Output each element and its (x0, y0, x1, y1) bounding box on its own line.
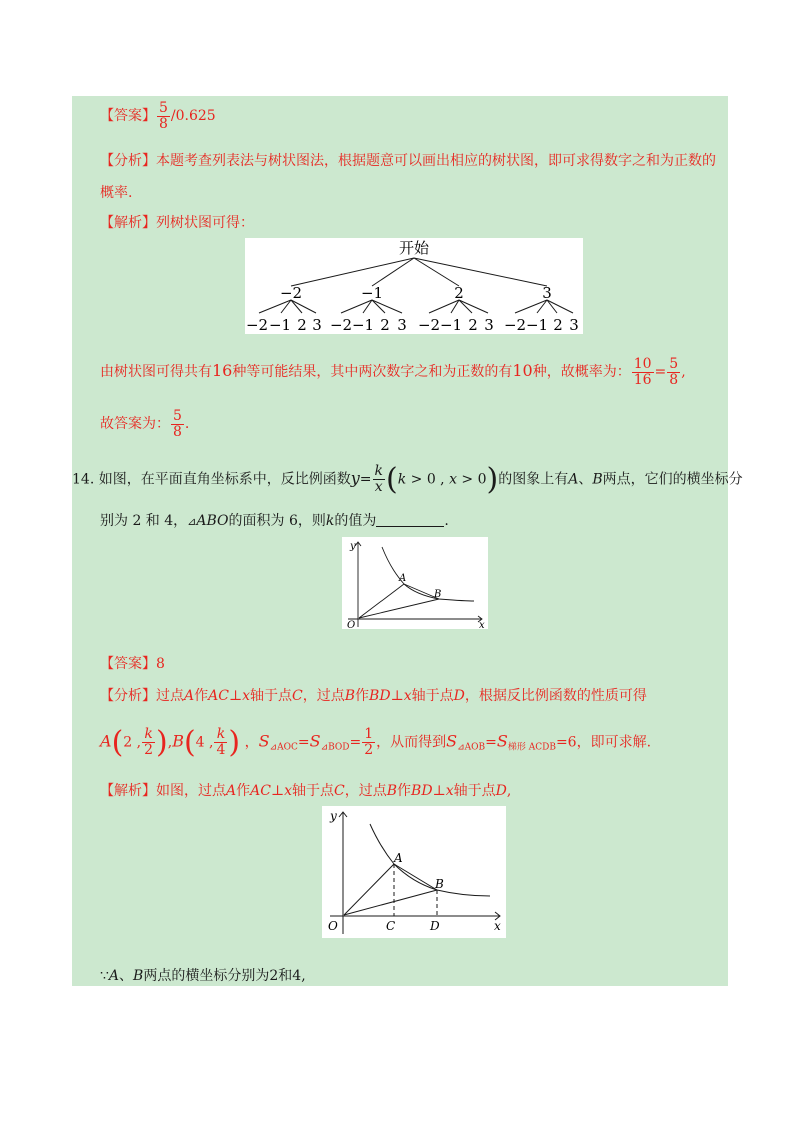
solution-line-2: 【解析】如图，过点A作AC⊥x轴于点C，过点B作BD⊥x轴于点D, (100, 783, 512, 799)
solution-label: 【解析】 (100, 215, 156, 231)
one-half: $\frac{1}{2}$ (364, 726, 374, 758)
question-14-line-2: 别为 2 和 4，⊿ABO的面积为 6，则k的值为 . (100, 513, 449, 529)
tree-leaf: 2 (553, 316, 563, 334)
tree-leaf: 3 (312, 316, 322, 334)
answer-value: 8 (156, 656, 165, 672)
hyperbola-curve (382, 547, 474, 601)
fraction-5-8: $\frac{5}{8}$ (669, 356, 679, 388)
function-fraction: $\frac{k}{x}$ (374, 463, 383, 495)
label-y: y (330, 809, 337, 823)
tree-diagram (245, 238, 583, 334)
solution-text: 列树状图可得： (156, 215, 254, 231)
tree-leaf: 2 (468, 316, 478, 334)
analysis-text-cont: 概率. (100, 185, 133, 201)
answer-label: 【答案】 (100, 656, 156, 672)
figure-1-svg (342, 537, 488, 629)
tree-node-l1: 3 (542, 284, 552, 302)
answer-blank (376, 512, 444, 527)
label-d: D (430, 919, 440, 933)
label-b: B (434, 589, 442, 600)
analysis-line-2: 【分析】过点A作AC⊥x轴于点C，过点B作BD⊥x轴于点D，根据反比例函数的性质可得 (100, 688, 647, 704)
analysis-text: 本题考查列表法与树状图法，根据题意可以画出相应的树状图，即可求得数字之和为正数的 (156, 153, 716, 169)
tree-node-l1: −1 (360, 284, 384, 302)
conclusion-line: 故答案为： $\frac{5}{8}$ . (100, 408, 190, 440)
analysis-label: 【分析】 (100, 153, 156, 169)
question-14-line-1: 14. 如图，在平面直角坐标系中，反比例函数y= $\frac{k}{x}$ (k > 0 , x > 0)的图象上有A、B两点，它们的横坐标分 (72, 462, 743, 497)
k-over-2: $\frac{k}{2}$ (144, 726, 154, 758)
question-number: 14. (72, 471, 95, 488)
tree-leaf: −2 (245, 316, 269, 334)
tree-leaf: −2 (329, 316, 353, 334)
tree-leaf: −1 (268, 316, 292, 334)
analysis-line-1 (100, 150, 716, 170)
tree-leaf: 2 (297, 316, 307, 334)
figure-2-graph (322, 806, 506, 938)
tree-leaf: −2 (503, 316, 527, 334)
figure-2-svg (322, 806, 506, 938)
figure-1-graph (342, 537, 488, 629)
answer-decimal: /0.625 (170, 108, 216, 125)
tree-leaf: 2 (380, 316, 390, 334)
tree-leaf: −1 (351, 316, 375, 334)
formula-line: A(2 , $\frac{k}{2}$ ),B(4 , $\frac{k}{4}$ ) ，$S_{⊿AOC}=S_{⊿BOD}=$ $\frac{1}{2}$ ，从而得到$S_{⊿AOB}=S_{梯形 ACDB}=6$，即可求解. (100, 725, 652, 760)
k-over-4: $\frac{k}{4}$ (216, 726, 226, 758)
tree-leaf: −1 (439, 316, 463, 334)
solution-line-1 (100, 212, 254, 232)
tree-edges (259, 258, 573, 313)
fraction-10-16: $\frac{10}{16}$ (633, 356, 652, 388)
answer-fraction: $\frac{5}{8}$ (159, 100, 168, 132)
tree-leaf: 3 (569, 316, 579, 334)
tree-leaf: 3 (484, 316, 494, 334)
tree-root: 开始 (398, 239, 430, 257)
label-x: x (479, 620, 485, 629)
tree-leaf: −1 (525, 316, 549, 334)
label-y: y (350, 541, 356, 552)
analysis-line-2 (100, 182, 132, 202)
because-line: ∵A、B两点的横坐标分别为2和4, (100, 968, 306, 984)
tree-node-l1: 2 (454, 284, 464, 302)
result-line: 由树状图可得共有16种等可能结果，其中两次数字之和为正数的有10种，故概率为： $\frac{10}{16}$ = $\frac{5}{8}$ , (100, 356, 686, 388)
label-b: B (435, 877, 444, 891)
label-o: O (328, 919, 338, 933)
tree-node-l1: −2 (279, 284, 303, 302)
label-c: C (386, 919, 396, 933)
label-x: x (494, 919, 501, 933)
answer-label: 【答案】 (100, 108, 156, 125)
tree-leaf: 3 (397, 316, 407, 334)
tree-svg (245, 238, 583, 334)
label-a: A (394, 851, 403, 865)
answer-line-2 (100, 653, 165, 673)
label-a: A (399, 573, 407, 584)
tree-leaves (246, 316, 579, 334)
answer-line-1 (100, 101, 216, 131)
tree-leaf: −2 (417, 316, 441, 334)
conclusion-fraction: $\frac{5}{8}$ (173, 408, 182, 440)
label-o: O (347, 620, 356, 629)
